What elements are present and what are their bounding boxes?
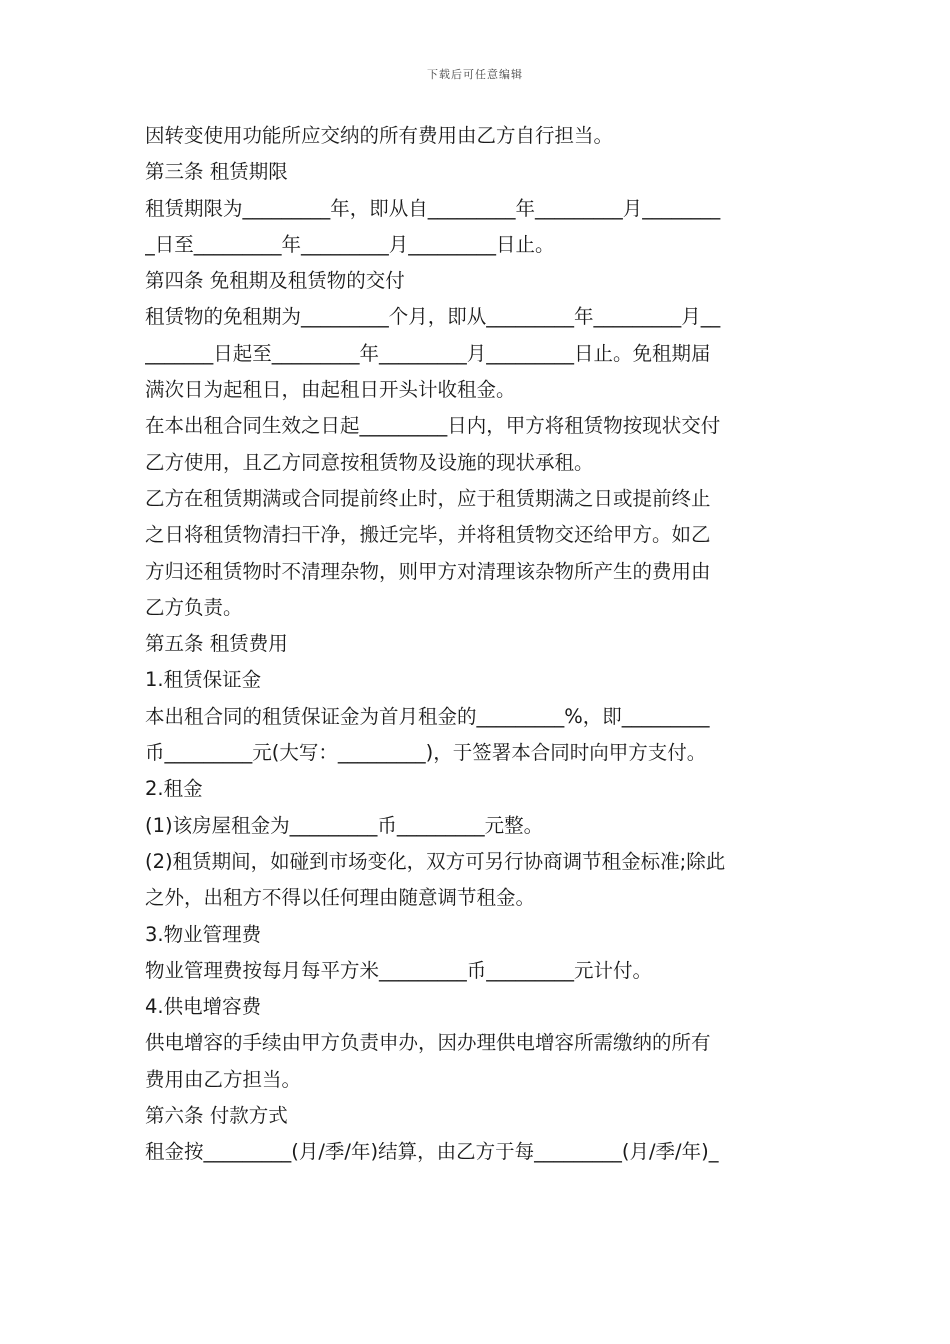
- paragraph-line: 租赁期限为_________年，即从自_________年_________月________: [145, 196, 721, 220]
- document-body: [145, 118, 810, 1171]
- paragraph-line: 供电增容的手续由甲方负责申办，因办理供电增容所需缴纳的所有: [145, 1031, 711, 1055]
- subsection-heading: 1.租赁保证金: [145, 668, 262, 692]
- paragraph-line: 费用由乙方担当。: [145, 1067, 302, 1091]
- paragraph-line: 币_________元(大写：_________)，于签署本合同时向甲方支付。: [145, 741, 707, 765]
- paragraph-line: (1)该房屋租金为_________币_________元整。: [145, 813, 544, 837]
- section-heading-4: 第四条 免租期及租赁物的交付: [145, 269, 405, 293]
- paragraph-line: 租金按_________(月/季/年)结算，由乙方于每_________(月/季/年)_: [145, 1140, 719, 1164]
- paragraph-line: 租赁物的免租期为_________个月，即从_________年_________月__: [145, 305, 721, 329]
- subsection-heading: 4.供电增容费: [145, 995, 262, 1019]
- paragraph-line: 之日将租赁物清扫干净，搬迁完毕，并将租赁物交还给甲方。如乙: [145, 523, 711, 547]
- paragraph-line: 在本出租合同生效之日起_________日内，甲方将租赁物按现状交付: [145, 414, 721, 438]
- paragraph-line: 方归还租赁物时不清理杂物，则甲方对清理该杂物所产生的费用由: [145, 559, 711, 583]
- paragraph-line: 乙方在租赁期满或合同提前终止时，应于租赁期满之日或提前终止: [145, 486, 711, 510]
- subsection-heading: 2.租金: [145, 777, 203, 801]
- paragraph-line: 之外，出租方不得以任何理由随意调节租金。: [145, 886, 536, 910]
- paragraph-line: 本出租合同的租赁保证金为首月租金的_________%，即_________: [145, 704, 710, 728]
- section-heading-6: 第六条 付款方式: [145, 1104, 288, 1128]
- paragraph-line: 乙方负责。: [145, 595, 243, 619]
- paragraph-line: (2)租赁期间，如碰到市场变化，双方可另行协商调节租金标准;除此: [145, 849, 726, 873]
- paragraph-line: _______日起至_________年_________月_________日止。免租期届: [145, 341, 711, 365]
- paragraph-line: _日至_________年_________月_________日止。: [145, 232, 555, 256]
- subsection-heading: 3.物业管理费: [145, 922, 262, 946]
- paragraph-line: 乙方使用，且乙方同意按租赁物及设施的现状承租。: [145, 450, 594, 474]
- section-heading-5: 第五条 租赁费用: [145, 632, 288, 656]
- paragraph-line: 物业管理费按每月每平方米_________币_________元计付。: [145, 958, 653, 982]
- paragraph-line: 满次日为起租日，由起租日开头计收租金。: [145, 378, 516, 402]
- page-header: 下载后可任意编辑: [427, 68, 523, 81]
- paragraph-line: 因转变使用功能所应交纳的所有费用由乙方自行担当。: [145, 124, 614, 147]
- section-heading-3: 第三条 租赁期限: [145, 160, 288, 184]
